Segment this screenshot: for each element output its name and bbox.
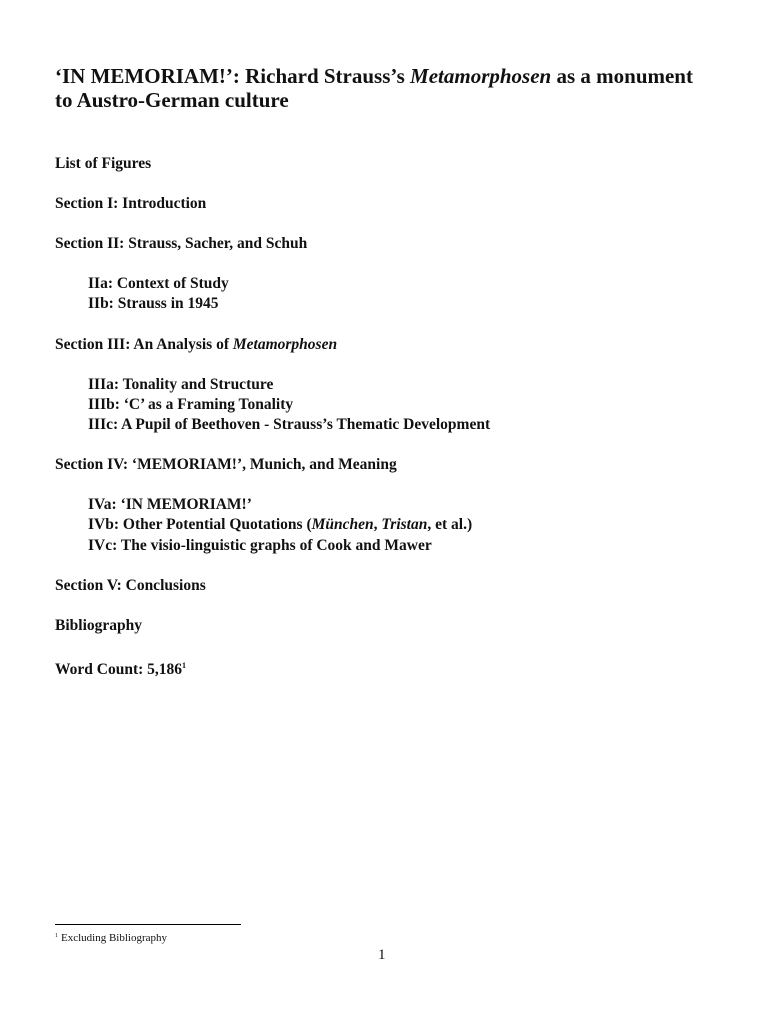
toc-list-of-figures: List of Figures (55, 155, 152, 172)
toc-section-4c: IVc: The visio-linguistic graphs of Cook and Mawer (88, 537, 432, 554)
toc-word-count (55, 657, 186, 679)
toc-section-5: Section V: Conclusions (55, 577, 206, 594)
toc-section-2: Section II: Strauss, Sacher, and Schuh (55, 235, 308, 252)
footnote-marker: 1 (55, 933, 58, 939)
word-count-text: Word Count: 5,186 (55, 661, 183, 678)
toc-italic: Tristan (381, 516, 428, 533)
footnote-text: Excluding Bibliography (61, 932, 168, 944)
toc-section-4a: IVa: ‘IN MEMORIAM!’ (88, 496, 252, 513)
footnote-reference[interactable]: 1 (182, 661, 187, 670)
page-number: 1 (378, 947, 386, 963)
document-title (55, 64, 695, 112)
toc-text: , (373, 516, 382, 533)
toc-section-3c: IIIc: A Pupil of Beethoven - Strauss’s Thematic Development (88, 416, 491, 433)
toc-section-3a: IIIa: Tonality and Structure (88, 376, 274, 393)
title-italic: Metamorphosen (410, 64, 552, 88)
title-text-end: as a monument to Austro-German culture (55, 64, 693, 112)
toc-section-2a: IIa: Context of Study (88, 275, 229, 292)
footnote (55, 932, 167, 944)
footnote-divider (55, 924, 241, 925)
toc-text: Section III: An Analysis of (55, 336, 233, 353)
toc-bibliography: Bibliography (55, 617, 142, 634)
toc-section-1: Section I: Introduction (55, 195, 207, 212)
toc-section-4b (88, 516, 472, 534)
toc-text: , et al.) (427, 516, 473, 533)
toc-section-3b: IIIb: ‘C’ as a Framing Tonality (88, 396, 294, 413)
toc-italic: München (311, 516, 374, 533)
toc-section-3 (55, 336, 337, 354)
toc-italic: Metamorphosen (232, 336, 338, 353)
title-text: ‘IN MEMORIAM!’: Richard Strauss’s (55, 64, 411, 88)
toc-text: IVb: Other Potential Quotations ( (88, 516, 312, 533)
toc-section-4: Section IV: ‘MEMORIAM!’, Munich, and Meaning (55, 456, 397, 473)
toc-section-2b: IIb: Strauss in 1945 (88, 295, 219, 312)
